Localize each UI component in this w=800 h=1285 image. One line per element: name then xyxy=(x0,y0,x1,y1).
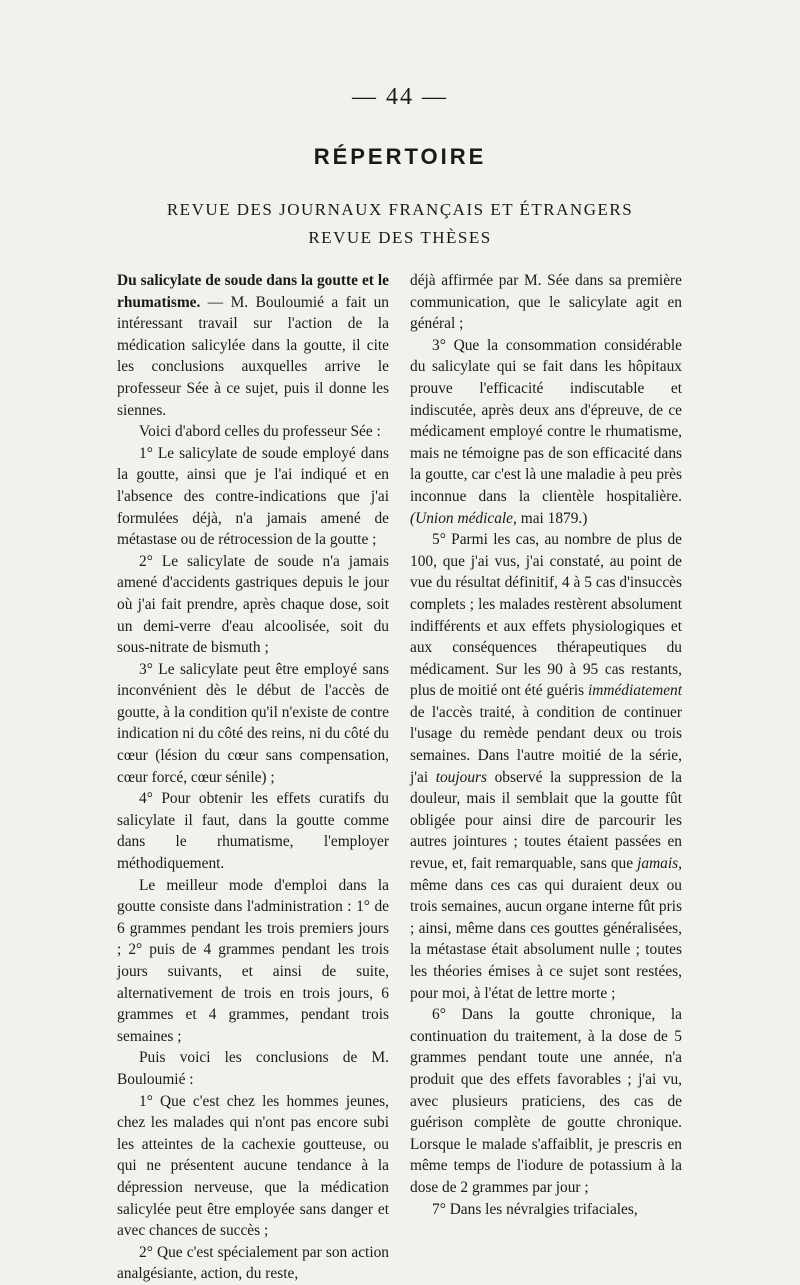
citation-source: (Union médicale, xyxy=(410,509,517,527)
paragraph xyxy=(410,335,682,529)
page-number: — 44 — xyxy=(352,84,448,110)
paragraph: 3° Le salicylate peut être employé sans inconvénient dès le début de l'accès de goutte, à la condition qu'il n'existe de contre indication ni du côté des reins, ni du côté du cœur (lésion du cœur sans compensation, cœur forcé, cœur sénile) ; xyxy=(117,660,389,786)
emphasis: jamais, xyxy=(637,855,682,873)
emphasis: toujours xyxy=(435,768,488,786)
paragraph xyxy=(410,529,682,1004)
citation-date: mai 1879.) xyxy=(520,509,588,527)
paragraph: 6° Dans la goutte chronique, la continuation du traitement, à la dose de 5 grammes pendant toute une année, n'a produit que des effets favorables ; j'ai vu, avec plusieurs praticiens, des cas de guérison complète de goutte chronique. Lorsque le malade s'affaiblit, je prescris en même temps de l'iodure de potassium à la dose de 2 grammes par jour ; xyxy=(410,1006,682,1196)
paragraph: 1° Le salicylate de soude employé dans la goutte, ainsi que je l'ai indiqué et en l'absence des contre-indications que j'ai formulées déjà, n'a jamais amené de métastase ou de rétrocession de la goutte ; xyxy=(117,444,389,549)
emphasis: immédiatement xyxy=(587,682,682,700)
article-title: Du salicylate de soude dans la goutte et le rhumatisme. xyxy=(117,272,389,311)
left-column xyxy=(117,270,389,1285)
paragraph-text: 3° Que la consommation considérable du salicylate qui se fait dans les hôpitaux prouve l'efficacité indiscutable et indiscutée, après deux ans d'épreuve, de ce médicament employé contre le rhumatisme, mais ne témoigne pas de son efficacité dans la goutte, car c'est là une maladie à peu près inconnue dans la clientèle hospitalière. xyxy=(410,336,682,505)
paragraph: 4° Pour obtenir les effets curatifs du salicylate il faut, dans la goutte comme dans le rhumatisme, l'employer méthodiquement. xyxy=(117,790,389,873)
paragraph-text: de l'accès traité, à condition de continuer l'usage du remède pendant deux ou trois semaines. Dans l'autre moitié de la série, j'ai xyxy=(410,703,682,786)
subheading-journals: REVUE DES JOURNAUX FRANÇAIS ET ÉTRANGERS xyxy=(166,200,634,219)
paragraph: 2° Le salicylate de soude n'a jamais amené d'accidents gastriques depuis le jour où j'ai fait prendre, après chaque dose, soit un demi-verre d'eau alcoolisée, soit du sous-nitrate de bismuth ; xyxy=(117,552,389,657)
paragraph-text: même dans ces cas qui duraient deux ou trois semaines, aucun organe interne fût pris ; ainsi, même dans ces gouttes généralisées, la métastase était absolument nulle ; toutes les théories émises à ce sujet sont restées, pour moi, à l'état de lettre morte ; xyxy=(410,876,682,1002)
paragraph: — M. Bouloumié a fait un intéressant travail sur l'action de la médication salicylée dans la goutte, il cite les conclusions auxquelles arrive le professeur Sée à ce sujet, puis il donne les siennes. xyxy=(117,293,389,419)
article-title-paragraph xyxy=(117,270,389,421)
paragraph: 1° Que c'est chez les hommes jeunes, chez les malades qui n'ont pas encore subi les atteintes de la cachexie goutteuse, ou qui ne présentent aucune tendance à la dépression nerveuse, que la médication salicylée peut être employée sans danger et avec chances de succès ; xyxy=(117,1092,389,1240)
paragraph: Le meilleur mode d'emploi dans la goutte consiste dans l'administration : 1° de 6 grammes pendant les trois premiers jours ; 2° puis de 4 grammes pendant les trois jours suivants, et ainsi de suite, alternativement de trois en trois jours, 6 grammes et 4 grammes, pendant trois semaines ; xyxy=(117,876,389,1045)
section-heading: RÉPERTOIRE xyxy=(313,144,487,169)
paragraph: Voici d'abord celles du professeur Sée : xyxy=(139,423,381,441)
subheading-theses: REVUE DES THÈSES xyxy=(308,228,492,247)
right-column xyxy=(410,270,682,1220)
paragraph-text: observé la suppression de la douleur, mais il semblait que la goutte fût obligée pour ainsi dire de parcourir les autres jointures ; toutes étaient passées en revue, et, fait remarquable, sans que xyxy=(410,768,682,873)
paragraph: Puis voici les conclusions de M. Bouloumié : xyxy=(117,1049,389,1088)
paragraph: déjà affirmée par M. Sée dans sa première communication, que le salicylate agit en général ; xyxy=(410,272,682,333)
paragraph: 7° Dans les névralgies trifaciales, xyxy=(432,1200,638,1218)
paragraph: 2° Que c'est spécialement par son action analgésiante, action, du reste, xyxy=(117,1243,389,1283)
paragraph-text: 5° Parmi les cas, au nombre de plus de 100, que j'ai vus, j'ai constaté, au point de vue du résultat définitif, 4 à 5 cas d'insuccès complets ; les malades restèrent absolument indifférents et aux effets physiologiques et aux conséquences thérapeutiques du médicament. Sur les 90 à 95 cas restants, plus de moitié ont été guéris xyxy=(410,531,682,700)
